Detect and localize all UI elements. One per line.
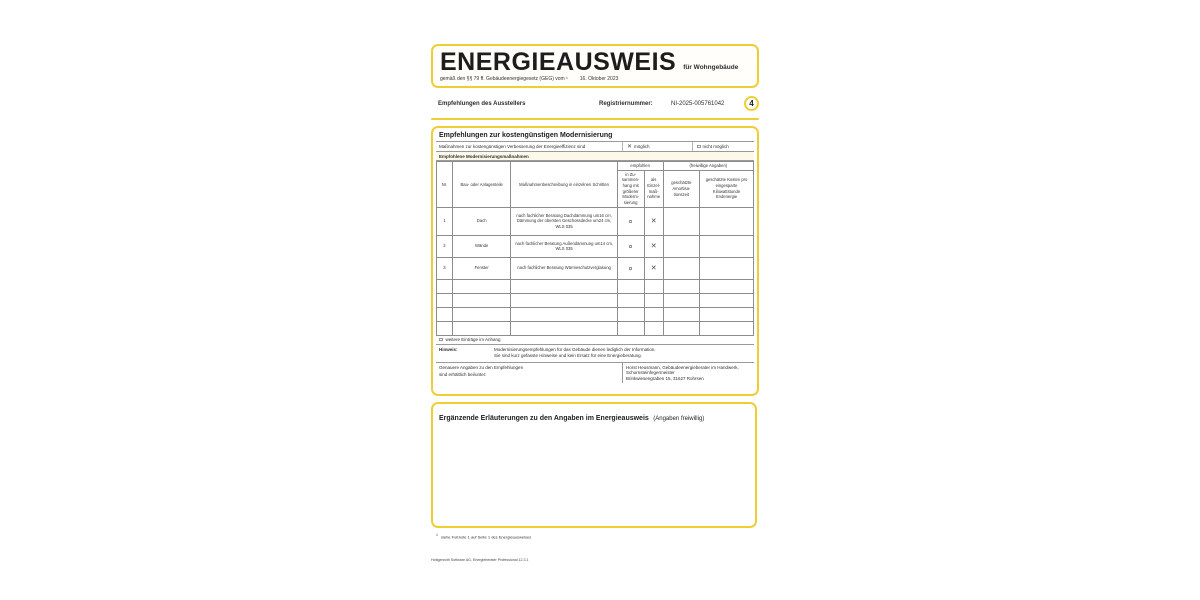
details-value	[622, 363, 754, 383]
row-description: nach fachlicher Beratung Dachdämmung um16 cm, Dämmung der obersten Geschossdecke um24 cm, WLS 035	[511, 207, 617, 235]
col-group-voluntary: (freiwillige Angaben)	[663, 162, 753, 171]
possible-option	[622, 142, 692, 151]
row-part: Fenster	[452, 257, 511, 279]
col-group-recommended: empfohlen	[617, 162, 663, 171]
registry-number-value: NI-2025-005761042	[671, 101, 725, 107]
col-header-part: Bau- oder Anlagenteile	[452, 162, 511, 208]
not-possible-option	[692, 142, 729, 151]
modernization-box	[431, 126, 759, 396]
page-title: ENERGIEAUSWEIS	[440, 48, 677, 76]
col-header-description: Maßnahmenbeschreibung in einzelnen Schritten	[511, 162, 617, 208]
table-row-empty	[437, 321, 754, 335]
energy-certificate-page	[430, 40, 761, 575]
measures-possible-row	[436, 141, 754, 152]
note-line-1: Modernisierungsempfehlungen für das Gebäude dienen lediglich der Information.	[494, 346, 656, 352]
row-description: nach fachlicher Beratung Außendämmung um14 cm, WLS 035	[511, 235, 617, 257]
details-label	[436, 363, 622, 383]
note-label: Hinweis:	[439, 346, 458, 352]
software-credit: Hottgenroth Software AG, Energieberater Professional 12.3.1	[431, 558, 529, 562]
row-amortization	[663, 235, 699, 257]
row-nr: 1	[437, 207, 453, 235]
row-nr: 2	[437, 235, 453, 257]
measures-line: Maßnahmen zur kostengünstigen Verbesserung der Energieeffizienz sind	[439, 144, 586, 149]
details-label-line-2: sind erhältlich bei/unter:	[439, 371, 487, 377]
details-row	[436, 363, 754, 383]
details-label-line-1: Genauere Angaben zu den Empfehlungen	[439, 364, 524, 370]
footnote-marker: 1	[436, 533, 438, 537]
unchecked-checkbox-icon	[629, 220, 633, 224]
table-row	[437, 257, 754, 279]
issuer-section-label: Empfehlungen des Ausstellers	[438, 101, 526, 107]
supplementary-title: Ergänzende Erläuterungen zu den Angaben im Energieausweis	[439, 415, 649, 422]
row-cost	[700, 257, 754, 279]
row-in-context-checkbox	[617, 235, 644, 257]
checked-x-icon: ✕	[650, 264, 657, 272]
row-amortization	[663, 207, 699, 235]
checked-x-icon: ✕	[650, 242, 657, 250]
yellow-divider	[431, 118, 759, 120]
note-line-2: Sie sind kurz gefasste Hinweise und kein Ersatz für eine Energieberatung.	[494, 353, 642, 359]
table-row	[437, 235, 754, 257]
note-row	[436, 345, 754, 363]
col-header-cost: geschätzte Kosten pro eingesparte Kilowattstunde Endenergie	[700, 170, 754, 207]
col-header-single: als Einzelmaßnahme	[644, 170, 663, 207]
possible-label: möglich	[634, 144, 650, 149]
supplementary-box	[431, 402, 757, 528]
header-box	[431, 44, 759, 88]
row-part: Dach	[452, 207, 511, 235]
geg-date: 16. Oktober 2023	[579, 76, 619, 82]
table-row	[437, 207, 754, 235]
more-entries-label: weitere Einträge im Anhang	[445, 337, 501, 343]
issuer-address-line: Brinkwiesengraben 15, 31627 Rohrsen	[626, 376, 704, 382]
footnote	[436, 533, 531, 539]
col-header-in-context: in Zusammenhang mit größerer Modernisierung	[617, 170, 644, 207]
registry-row	[433, 98, 759, 114]
supplementary-title-suffix: (Angaben freiwillig)	[653, 416, 705, 422]
title-suffix: für Wohngebäude	[683, 64, 739, 71]
page-number-badge: 4	[744, 96, 759, 111]
row-single-checkbox	[644, 257, 663, 279]
row-description: nach fachlicher Beratung Wärmeschutzverglasung	[511, 257, 617, 279]
table-row-empty	[437, 279, 754, 293]
checked-x-icon: ✕	[627, 143, 633, 150]
unchecked-checkbox-icon	[439, 338, 443, 342]
legal-subtitle: gemäß den §§ 79 ff. Gebäudeenergiegesetz (GEG) vom ¹	[440, 76, 568, 82]
registry-number-label: Registriernummer:	[599, 101, 653, 107]
col-header-amortization: geschätzte Amortisationszeit	[663, 170, 699, 207]
measures-table	[436, 161, 754, 336]
note-text	[494, 347, 656, 360]
checked-x-icon: ✕	[650, 217, 657, 225]
col-header-nr: Nr.	[437, 162, 453, 208]
row-single-checkbox	[644, 235, 663, 257]
row-cost	[700, 235, 754, 257]
modernization-title: Empfehlungen zur kostengünstigen Modernisierung	[439, 132, 613, 139]
row-amortization	[663, 257, 699, 279]
unchecked-checkbox-icon	[697, 145, 701, 149]
recommended-measures-header: Empfohlene Modernisierungsmaßnahmen	[436, 152, 754, 161]
footnote-text: siehe Fußnote 1 auf Seite 1 des Energieausweises	[440, 534, 532, 540]
more-entries-row	[436, 336, 754, 345]
row-in-context-checkbox	[617, 207, 644, 235]
row-nr: 3	[437, 257, 453, 279]
row-cost	[700, 207, 754, 235]
table-header-group-row	[437, 162, 754, 171]
unchecked-checkbox-icon	[629, 245, 633, 249]
unchecked-checkbox-icon	[629, 267, 633, 271]
table-row-empty	[437, 293, 754, 307]
issuer-name-line: Horst Heusmann, Gebäudeenergieberater im Handwerk, Schornsteinfegermeister	[626, 364, 739, 375]
row-single-checkbox	[644, 207, 663, 235]
table-row-empty	[437, 307, 754, 321]
not-possible-label: nicht möglich	[702, 144, 729, 149]
row-part: Wände	[452, 235, 511, 257]
row-in-context-checkbox	[617, 257, 644, 279]
